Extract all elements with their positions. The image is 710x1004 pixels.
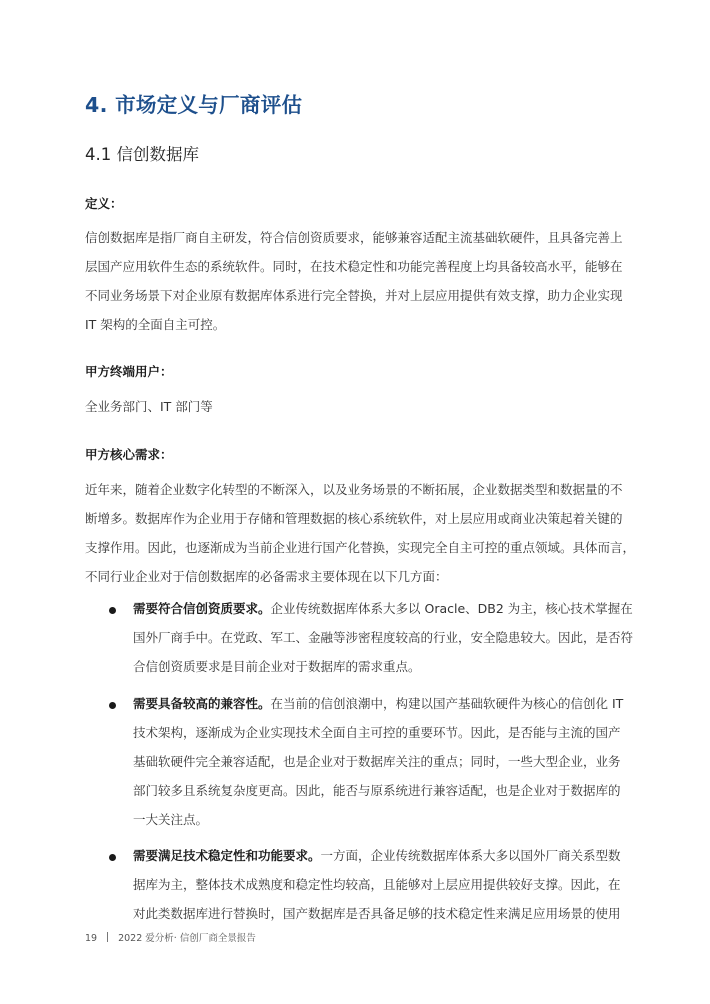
bullet-dot [109,854,116,861]
section-title: 4. 市场定义与厂商评估 [85,93,303,117]
definition-line: 不同业务场景下对企业原有数据库体系进行完全替换，并对上层应用提供有效支撑，助力企业实现 [85,288,623,303]
core-needs-line: 不同行业企业对于信创数据库的必备需求主要体现在以下几方面： [85,569,448,584]
bullet-first-line [133,696,623,712]
bullet-line: 基础软硬件完全兼容适配，也是企业对于数据库关注的重点；同时，一些大型企业，业务 [133,754,621,769]
core-needs-label: 甲方核心需求： [85,447,173,462]
bullet-text: 企业传统数据库体系大多以 Oracle、DB2 为主，核心技术掌握在 [270,601,633,616]
definition-line: 层国产应用软件生态的系统软件。同时，在技术稳定性和功能完善程度上均具备较高水平，能够在 [85,259,623,274]
bullet-line: 国外厂商手中。在党政、军工、金融等涉密程度较高的行业，安全隐患较大。因此，是否符 [133,630,634,645]
footer-divider [107,932,108,942]
definition-line: 信创数据库是指厂商自主研发，符合信创资质要求，能够兼容适配主流基础软硬件，且具备完善上 [85,230,623,245]
bullet-first-line [133,601,633,617]
end-users-text: 全业务部门、IT 部门等 [85,399,213,414]
core-needs-line: 断增多。数据库作为企业用于存储和管理数据的核心系统软件，对上层应用或商业决策起着关键的 [85,511,623,526]
bullet-text: 一方面，企业传统数据库体系大多以国外厂商关系型数 [320,848,621,863]
definition-label: 定义： [85,196,123,211]
subsection-title: 4.1 信创数据库 [85,145,199,164]
bullet-lead: 需要符合信创资质要求。 [133,601,271,616]
bullet-line: 合信创资质要求是目前企业对于数据库的需求重点。 [133,659,421,674]
page-footer [85,930,256,944]
bullet-line: 部门较多且系统复杂度更高。因此，能否与原系统进行兼容适配，也是企业对于数据库的 [133,783,621,798]
bullet-line: 据库为主，整体技术成熟度和稳定性均较高，且能够对上层应用提供较好支撑。因此，在 [133,877,621,892]
bullet-line: 对此类数据库进行替换时，国产数据库是否具备足够的技术稳定性来满足应用场景的使用 [133,906,621,921]
bullet-dot [109,702,116,709]
core-needs-line: 近年来，随着企业数字化转型的不断深入，以及业务场景的不断拓展，企业数据类型和数据量的不 [85,482,623,497]
bullet-first-line [133,848,621,864]
bullet-lead: 需要满足技术稳定性和功能要求。 [133,848,321,863]
bullet-lead: 需要具备较高的兼容性。 [133,696,271,711]
definition-line: IT 架构的全面自主可控。 [85,317,226,332]
page-number: 19 [85,933,98,944]
report-name: 2022 爱分析· 信创厂商全景报告 [118,933,256,944]
bullet-dot [109,607,116,614]
bullet-line: 技术架构，逐渐成为企业实现技术全面自主可控的重要环节。因此，是否能与主流的国产 [133,725,621,740]
end-users-label: 甲方终端用户： [85,364,173,379]
bullet-line: 一大关注点。 [133,812,209,827]
core-needs-line: 支撑作用。因此，也逐渐成为当前企业进行国产化替换，实现完全自主可控的重点领域。具体而言， [85,540,636,555]
bullet-text: 在当前的信创浪潮中，构建以国产基础软硬件为核心的信创化 IT [270,696,624,711]
